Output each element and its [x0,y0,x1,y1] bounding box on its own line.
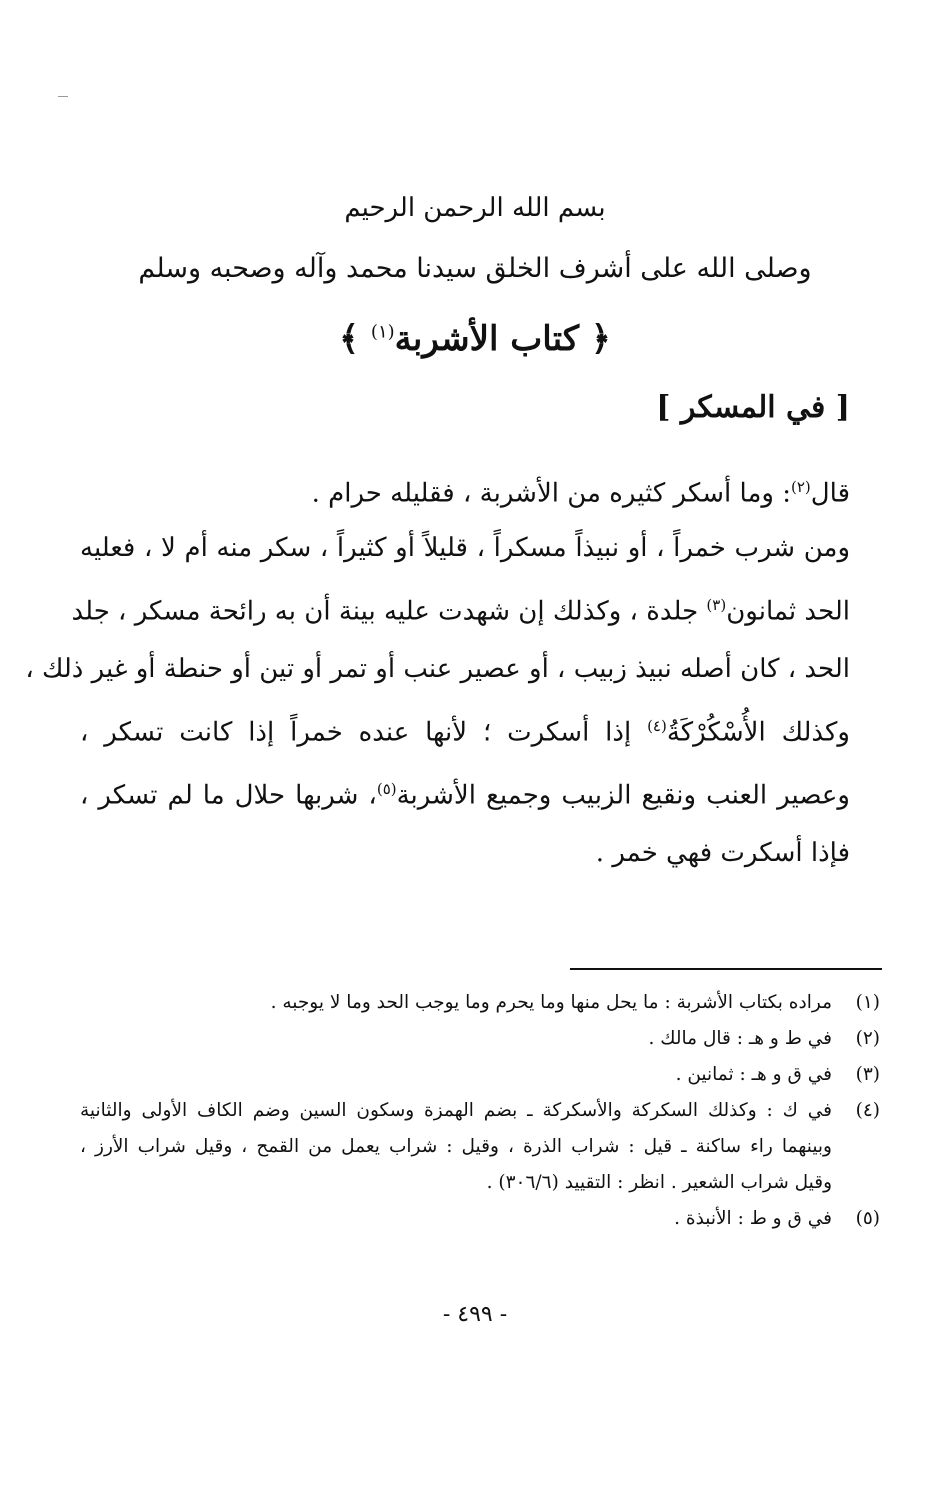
footnote-text: في ق و ط : الأنبذة . [674,1208,832,1229]
footnote-number: (٥) [855,1208,880,1229]
para2-line-3: الحد ، كان أصله نبيذ زبيب ، أو عصير عنب أو تمر أو تين أو حنطة أو غير ذلك ، [25,653,850,684]
para2-line-5-a: وعصير العنب ونقيع الزبيب وجميع الأشربة [396,780,850,811]
footnote-number: (٢) [855,1028,880,1049]
para1-text-b: : وما أسكر كثيره من الأشربة ، فقليله حرام . [311,478,791,509]
para2-line-4-b: إذا أسكرت ؛ لأنها عنده خمراً إذا كانت تسكر ، [80,717,648,748]
footnote-text: مراده بكتاب الأشربة : ما يحل منها وما يحرم وما يوجب الحد وما لا يوجبه . [270,992,832,1013]
footnote-ref-5: (٥) [376,780,397,799]
para2-line-5-b: ، شربها حلال ما لم تسكر ، [80,780,377,811]
footnote-text: في ط و هـ : قال مالك . [648,1028,832,1049]
para2-line-2 [71,577,850,641]
para2-line-5 [80,761,850,825]
footnote-2 [80,1021,880,1057]
para2-line-1: ومن شرب خمراً ، أو نبيذاً مسكراً ، قليلاً أو كثيراً ، سكر منه أم لا ، فعليه [80,533,850,563]
para1-text-a: قال [810,478,850,509]
footnote-separator [570,968,882,970]
footnote-number: (١) [855,992,880,1013]
footnote-4 [80,1093,880,1201]
book-title-close: ﴾ [339,319,371,359]
para2-line-4 [80,698,850,762]
footnote-text: في ك : وكذلك السكركة والأسكركة ـ بضم الهمزة وسكون السين وضم الكاف الأولى والثانية [80,1100,832,1121]
footnotes [80,985,880,1237]
footnote-number: (٤) [855,1100,880,1121]
footnote-3 [80,1057,880,1093]
scan-mark [58,96,68,97]
footnote-ref-2: (٢) [790,478,811,496]
footnote-text: وبينهما راء ساكنة ـ قيل : شراب الذرة ، وقيل : شراب يعمل من القمح ، وقيل شراب الأرز ، [80,1136,832,1157]
page-number: - ٤٩٩ - [442,1302,508,1327]
para2-line-2-b: جلدة ، وكذلك إن شهدت عليه بينة أن به رائحة مسكر ، جلد [71,596,707,627]
footnote-ref-4: (٤) [647,716,667,735]
footnote-text: وقيل شراب الشعير . انظر : التقييد (٣٠٦/٦) . [486,1172,832,1193]
para2-line-2-a: الحد ثمانون [726,596,850,627]
footnote-5 [80,1201,880,1237]
para2-line-4-a: وكذلك الأُسْكُرْكَةُ [666,717,850,748]
footnote-ref-3: (٣) [706,596,727,614]
book-title [0,318,950,359]
footnote-number: (٣) [855,1064,880,1085]
salawat-line: وصلى الله على أشرف الخلق سيدنا محمد وآله وصحبه وسلم [138,253,812,284]
footnote-text: في ق و هـ : ثمانين . [675,1064,832,1085]
paragraph-2 [25,520,850,882]
paragraph-1 [100,458,850,523]
para2-line-6: فإذا أسكرت فهي خمر . [595,837,850,868]
section-heading: [ في المسكر ] [656,390,850,425]
footnote-1 [80,985,880,1021]
book-title-footnote-ref: (١) [370,321,395,343]
book-title-text: ﴿ كتاب الأشربة [394,319,611,359]
basmala: بسم الله الرحمن الرحيم [344,193,606,223]
